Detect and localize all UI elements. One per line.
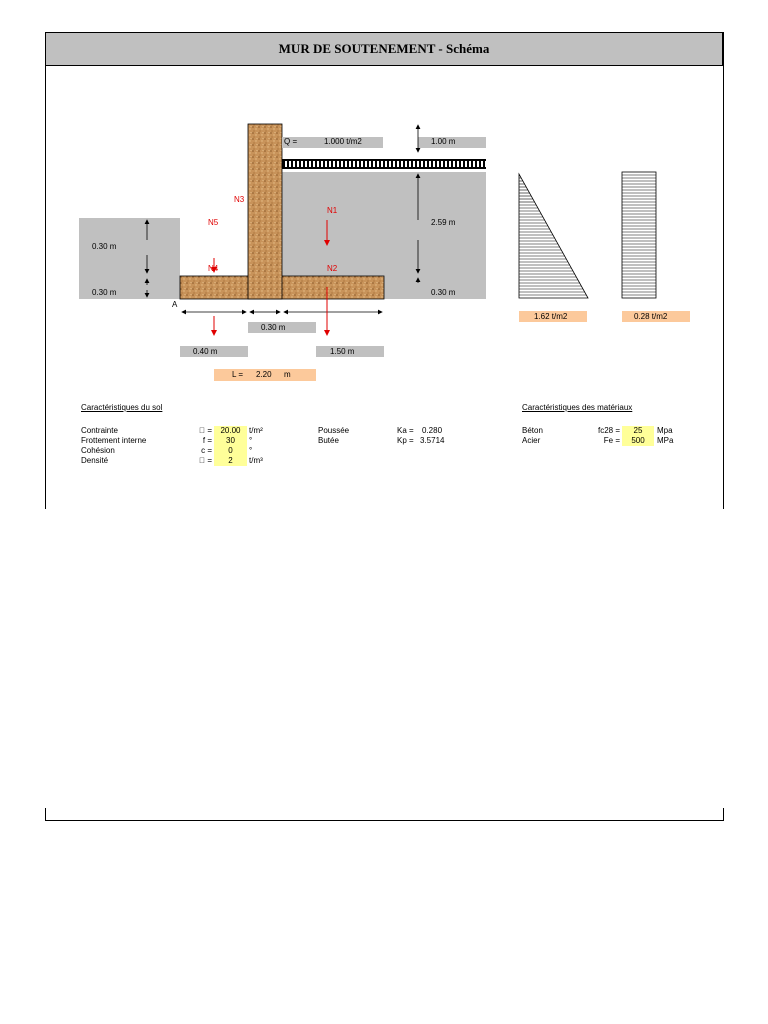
force-n2-label: N2 [327, 264, 338, 273]
sheet-frame-bottom [45, 808, 724, 821]
acier-symbol: Fe = [603, 436, 620, 445]
acier-fe-input[interactable]: 500 [622, 436, 654, 446]
beton-label: Béton [522, 426, 543, 435]
total-length-unit: m [284, 370, 291, 379]
q-label: Q = [284, 137, 298, 146]
q-value: 1.000 t/m2 [324, 137, 362, 146]
soil-row-label: Contrainte [81, 426, 118, 435]
poussee-value: 0.280 [422, 426, 443, 435]
soil-pressure-triangle [519, 174, 588, 298]
soil-row-unit: ° [249, 436, 253, 445]
soil-row-label: Frottement interne [81, 436, 147, 445]
h-mid-label: 2.59 m [431, 218, 456, 227]
soil-row-unit: t/m² [249, 426, 263, 435]
force-n5-label: N5 [208, 218, 219, 227]
soil-row-symbol: c = [201, 446, 212, 455]
retaining-wall-diagram [0, 0, 768, 400]
wall-stem [248, 124, 282, 299]
butee-label: Butée [318, 436, 339, 445]
butee-symbol: Kp = [397, 436, 414, 445]
left-soil [79, 218, 180, 299]
beton-unit: Mpa [657, 426, 673, 435]
soil-row-symbol:   = [199, 426, 212, 435]
poussee-symbol: Ka = [397, 426, 414, 435]
soil-contrainte-input[interactable]: 20.00 [214, 426, 247, 436]
wall-thickness-label: 0.30 m [261, 323, 286, 332]
beton-symbol: fc28 = [597, 426, 620, 435]
surcharge-band [282, 159, 486, 169]
heel-length-label: 1.50 m [330, 347, 355, 356]
soil-row-symbol: f = [202, 436, 212, 445]
force-n1-label: N1 [327, 206, 338, 215]
toe-length-label: 0.40 m [193, 347, 218, 356]
soil-densite-input[interactable]: 2 [214, 456, 247, 466]
soil-row-unit: t/m³ [249, 456, 263, 465]
total-length-value: 2.20 [256, 370, 272, 379]
h-bottom-right-label: 0.30 m [431, 288, 456, 297]
soil-pressure-label: 1.62 t/m2 [534, 312, 568, 321]
butee-value: 3.5714 [420, 436, 445, 445]
soil-row-label: Densité [81, 456, 109, 465]
surcharge-pressure-lines [622, 175, 656, 295]
soil-heading: Caractéristiques du sol [81, 403, 163, 412]
h-left-upper-label: 0.30 m [92, 242, 117, 251]
acier-label: Acier [522, 436, 541, 445]
surcharge-pressure-label: 0.28 t/m2 [634, 312, 668, 321]
h-left-lower-label: 0.30 m [92, 288, 117, 297]
materials-heading: Caractéristiques des matériaux [522, 403, 633, 412]
soil-frottement-input[interactable]: 30 [214, 436, 247, 446]
total-length-label: L = [232, 370, 244, 379]
point-a-label: A [172, 300, 178, 309]
poussee-label: Poussée [318, 426, 350, 435]
soil-cohesion-input[interactable]: 0 [214, 446, 247, 456]
soil-row-symbol:   = [199, 456, 212, 465]
acier-unit: MPa [657, 436, 674, 445]
h-top-label: 1.00 m [431, 137, 456, 146]
soil-row-label: Cohésion [81, 446, 115, 455]
page-title: MUR DE SOUTENEMENT - Schéma [45, 32, 723, 66]
force-n4-label: N4 [208, 264, 219, 273]
soil-row-unit: ° [249, 446, 253, 455]
force-n3-label: N3 [234, 195, 245, 204]
beton-fc28-input[interactable]: 25 [622, 426, 654, 436]
